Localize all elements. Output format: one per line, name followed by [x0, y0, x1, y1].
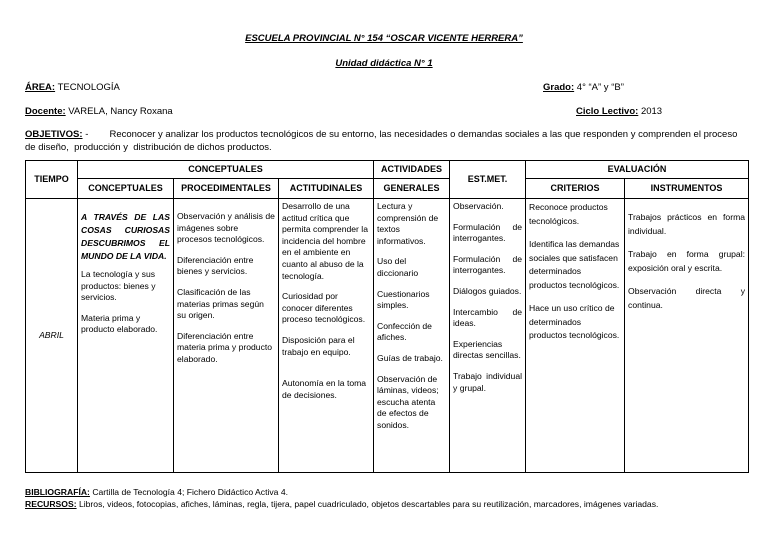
school-title: ESCUELA PROVINCIAL N° 154 “OSCAR VICENTE HERRERA”: [245, 33, 523, 44]
procedimentales-item: Diferenciación entre materia prima y producto elaborado.: [177, 330, 273, 364]
grade-line: [543, 82, 624, 93]
header-est-met: EST.MET.: [450, 161, 526, 199]
cell-generales: [374, 199, 450, 473]
bibliography-text: Cartilla de Tecnología 4; Fichero Didáctico Activa 4.: [89, 487, 289, 497]
resources-label: RECURSOS:: [25, 499, 77, 509]
generales-item: Uso del diccionario: [377, 256, 419, 278]
conceptuales-item: La tecnología y sus productos: bienes y servicios.: [81, 269, 156, 303]
est-met-item: Diálogos guiados.: [453, 285, 522, 296]
procedimentales-item: Observación y análisis de imágenes sobre procesos tecnológicos.: [177, 211, 275, 245]
header-generales: GENERALES: [374, 179, 450, 199]
unit-title: Unidad didáctica N° 1: [335, 58, 433, 69]
resources-text: Libros, videos, fotocopias, afiches, láminas, regla, tijera, papel cuadriculado, objetos descartables para su reutilización, marcadores, imágenes variadas.: [76, 499, 659, 509]
grade-label: Grado:: [543, 82, 575, 93]
header-evaluacion: EVALUACIÓN: [526, 161, 749, 179]
est-met-item: Intercambio de ideas.: [453, 306, 523, 329]
actitudinales-item: Autonomía en la toma de decisiones.: [282, 378, 367, 400]
procedimentales-item: Diferenciación entre bienes y servicios.: [177, 254, 254, 277]
teacher-line: [25, 106, 173, 117]
objectives-text: - Reconocer y analizar los productos tecnológicos de su entorno, las necesidades o demandas sociales a las que responden y comprenden el proceso de diseño, producción y distribución de dichos productos.: [25, 129, 741, 153]
est-met-item: Observación.: [453, 201, 504, 211]
est-met-item: Experiencias directas sencillas.: [453, 338, 521, 361]
generales-item: Guías de trabajo.: [377, 352, 443, 363]
header-actividades: ACTIVIDADES: [374, 161, 450, 179]
actitudinales-item: Curiosidad por conocer diferentes proceso tecnológicos.: [282, 291, 366, 325]
criterios-item: Reconoce productos tecnológicos.: [529, 202, 608, 226]
resources-line: [25, 499, 658, 509]
generales-item: Cuestionarios simples.: [377, 288, 430, 311]
actitudinales-item: Disposición para el trabajo en equipo.: [282, 334, 355, 357]
conceptuales-heading: A TRAVÉS DE LAS COSAS CURIOSAS DESCUBRIMOS EL MUNDO DE LA VIDA.: [81, 212, 170, 261]
generales-item: Observación de láminas, videos; escucha atenta de efectos de sonidos.: [377, 373, 439, 430]
cycle-value: 2013: [640, 106, 663, 117]
cycle-label: Ciclo Lectivo:: [576, 106, 639, 117]
instrumentos-item: Observación directa y continua.: [628, 286, 746, 310]
header-criterios: CRITERIOS: [526, 179, 625, 199]
cycle-line: [576, 106, 662, 117]
criterios-item: Identifica las demandas sociales que satisfacen determinados productos tecnológicos.: [529, 239, 620, 290]
procedimentales-item: Clasificación de las materias primas según su origen.: [177, 286, 264, 321]
header-conceptuales-group: CONCEPTUALES: [78, 161, 374, 179]
cell-actitudinales: [279, 199, 374, 473]
teacher-value: VARELA, Nancy Roxana: [68, 106, 173, 117]
bibliography-label: BIBLIOGRAFÍA:: [25, 487, 90, 497]
area-label: ÁREA:: [25, 82, 56, 93]
planning-table: [25, 160, 749, 473]
header-procedimentales: PROCEDIMENTALES: [174, 179, 279, 199]
header-conceptuales: CONCEPTUALES: [78, 179, 174, 199]
cell-conceptuales: [78, 199, 174, 473]
cell-est-met: [450, 199, 526, 473]
generales-item: Confección de afiches.: [377, 320, 432, 343]
instrumentos-item: Trabajo en forma grupal: exposición oral y escrita.: [628, 249, 746, 273]
area-line: [25, 82, 120, 93]
cell-procedimentales: [174, 199, 279, 473]
conceptuales-item: Materia prima y producto elaborado.: [81, 312, 158, 335]
cell-instrumentos: [625, 199, 749, 473]
criterios-item: Hace un uso crítico de determinados productos tecnológicos.: [529, 303, 620, 340]
actitudinales-item: Desarrollo de una actitud crítica que permita comprender la incidencia del hombre en el ambiente en cuanto al abuso de la tecnología.: [282, 201, 368, 281]
est-met-item: Trabajo individual y grupal.: [453, 370, 523, 393]
header-tiempo: TIEMPO: [26, 161, 78, 199]
header-actitudinales: ACTITUDINALES: [279, 179, 374, 199]
teacher-label: Docente:: [25, 106, 66, 117]
objectives: [25, 128, 747, 154]
est-met-item: Formulación de interrogantes.: [453, 221, 523, 244]
bibliography-line: [25, 487, 288, 497]
cell-tiempo: ABRIL: [26, 199, 78, 473]
objectives-label: OBJETIVOS:: [25, 129, 83, 140]
grade-value: 4° “A” y “B”: [576, 82, 624, 93]
generales-item: Lectura y comprensión de textos informativos.: [377, 201, 439, 246]
cell-criterios: [526, 199, 625, 473]
area-value: TECNOLOGÍA: [57, 82, 120, 93]
instrumentos-item: Trabajos prácticos en forma individual.: [628, 212, 746, 236]
est-met-item: Formulación de interrogantes.: [453, 253, 523, 276]
header-instrumentos: INSTRUMENTOS: [625, 179, 749, 199]
